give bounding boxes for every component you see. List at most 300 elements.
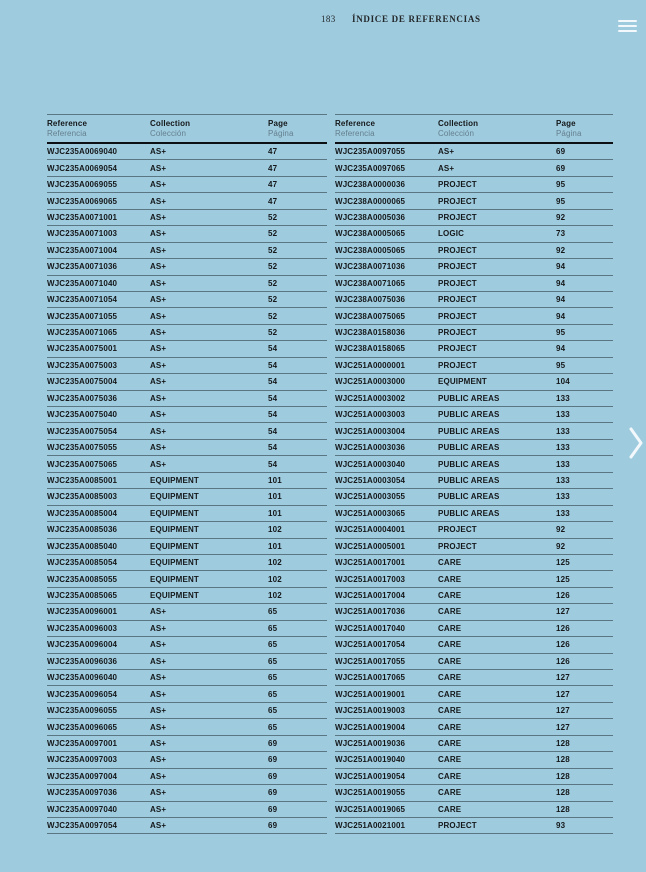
reference-cell: WJC251A0017065 [335,673,406,683]
reference-cell: WJC235A0085040 [47,541,118,551]
page-cell: 133 [556,426,570,436]
page-cell: 95 [556,360,566,370]
page-cell: 126 [556,640,570,650]
reference-cell: WJC235A0075036 [47,393,118,403]
table-row [335,391,613,407]
reference-cell: WJC235A0097001 [47,738,118,748]
table-row [335,440,613,456]
reference-cell: WJC238A0071036 [335,262,406,272]
table-row [47,308,327,324]
collection-cell: PUBLIC AREAS [438,508,500,518]
page-cell: 92 [556,245,566,255]
collection-cell: AS+ [150,377,167,387]
table-row [335,423,613,439]
page-cell: 65 [268,640,278,650]
reference-cell: WJC251A0003040 [335,459,406,469]
collection-cell: PROJECT [438,196,477,206]
table-row [335,604,613,620]
reference-cell: WJC235A0085003 [47,492,118,502]
reference-cell: WJC251A0005001 [335,541,406,551]
table-row [47,391,327,407]
collection-cell: CARE [438,574,462,584]
page-cell: 52 [268,212,278,222]
page-cell: 125 [556,574,570,584]
table-row [335,456,613,472]
page-cell: 54 [268,393,278,403]
page-cell: 126 [556,656,570,666]
reference-cell: WJC251A0021001 [335,821,406,831]
collection-cell: PROJECT [438,525,477,535]
table-row [47,177,327,193]
column-label-collection-en: Collection [150,119,191,128]
table-row [47,637,327,653]
collection-cell: CARE [438,706,462,716]
reference-table-right [335,114,613,834]
page-cell: 126 [556,591,570,601]
reference-cell: WJC251A0003000 [335,377,406,387]
collection-cell: AS+ [150,804,167,814]
reference-cell: WJC251A0017004 [335,591,406,601]
table-row [335,489,613,505]
table-row [47,210,327,226]
collection-cell: AS+ [438,147,455,157]
collection-cell: PROJECT [438,295,477,305]
table-row [335,473,613,489]
reference-cell: WJC235A0096036 [47,656,118,666]
reference-cell: WJC235A0071040 [47,278,118,288]
collection-cell: PROJECT [438,180,477,190]
table-row [47,621,327,637]
reference-cell: WJC235A0097036 [47,788,118,798]
reference-cell: WJC251A0004001 [335,525,406,535]
table-row [335,703,613,719]
collection-cell: EQUIPMENT [438,377,487,387]
table-row [335,358,613,374]
reference-cell: WJC251A0003036 [335,443,406,453]
table-header [335,114,613,144]
page-cell: 101 [268,541,282,551]
reference-cell: WJC235A0097040 [47,804,118,814]
page-cell: 54 [268,443,278,453]
collection-cell: AS+ [150,262,167,272]
table-row [47,736,327,752]
column-header-page [268,119,327,138]
table-row [335,243,613,259]
collection-cell: AS+ [150,738,167,748]
reference-cell: WJC251A0019003 [335,706,406,716]
page-number: 183 [321,14,336,24]
collection-cell: AS+ [150,673,167,683]
reference-cell: WJC235A0085001 [47,475,118,485]
table-row [47,506,327,522]
collection-cell: AS+ [150,344,167,354]
page-cell: 65 [268,623,278,633]
collection-cell: AS+ [150,706,167,716]
reference-cell: WJC235A0085065 [47,591,118,601]
collection-cell: EQUIPMENT [150,558,199,568]
reference-cell: WJC235A0075001 [47,344,118,354]
reference-cell: WJC251A0017036 [335,607,406,617]
collection-cell: PUBLIC AREAS [438,393,500,403]
page-cell: 65 [268,673,278,683]
table-row [47,818,327,834]
page-cell: 94 [556,262,566,272]
table-row [47,654,327,670]
page-cell: 95 [556,180,566,190]
reference-cell: WJC235A0075065 [47,459,118,469]
collection-cell: AS+ [150,147,167,157]
table-row [335,407,613,423]
collection-cell: AS+ [150,443,167,453]
page-cell: 92 [556,525,566,535]
page-cell: 127 [556,706,570,716]
collection-cell: EQUIPMENT [150,492,199,502]
page-cell: 92 [556,212,566,222]
page-cell: 102 [268,525,282,535]
page-cell: 104 [556,377,570,387]
collection-cell: CARE [438,771,462,781]
collection-cell: AS+ [150,689,167,699]
table-body-right [335,144,613,834]
page-cell: 69 [268,821,278,831]
page-cell: 94 [556,311,566,321]
reference-cell: WJC235A0085054 [47,558,118,568]
reference-cell: WJC235A0097003 [47,755,118,765]
table-row [335,571,613,587]
table-row [335,506,613,522]
collection-cell: PROJECT [438,212,477,222]
table-row [335,769,613,785]
collection-cell: CARE [438,755,462,765]
page-cell: 133 [556,443,570,453]
collection-cell: AS+ [150,426,167,436]
page-title: ÍNDICE DE REFERENCIAS [352,14,481,24]
reference-cell: WJC238A0075036 [335,295,406,305]
table-row [47,325,327,341]
page-cell: 93 [556,821,566,831]
page-cell: 127 [556,607,570,617]
next-page-button[interactable] [624,420,646,466]
reference-cell: WJC251A0003055 [335,492,406,502]
table-row [47,259,327,275]
reference-cell: WJC235A0071065 [47,328,118,338]
collection-cell: EQUIPMENT [150,525,199,535]
table-row [335,555,613,571]
collection-cell: AS+ [150,640,167,650]
column-header-collection [150,119,268,138]
page-cell: 133 [556,492,570,502]
page-cell: 54 [268,426,278,436]
table-row [47,703,327,719]
table-row [47,588,327,604]
table-row [335,785,613,801]
reference-cell: WJC251A0019040 [335,755,406,765]
page-cell: 65 [268,689,278,699]
column-label-reference-en: Reference [47,119,88,128]
reference-cell: WJC251A0019004 [335,722,406,732]
reference-cell: WJC251A0017040 [335,623,406,633]
reference-cell: WJC251A0017054 [335,640,406,650]
reference-table-left [47,114,327,834]
table-row [335,670,613,686]
column-label-reference-es: Referencia [335,128,375,138]
page-cell: 101 [268,508,282,518]
table-row [47,341,327,357]
column-header-collection [438,119,556,138]
page-cell: 69 [556,163,566,173]
table-row [47,686,327,702]
page-cell: 102 [268,558,282,568]
collection-cell: AS+ [150,196,167,206]
page-cell: 47 [268,196,278,206]
reference-cell: WJC235A0071054 [47,295,118,305]
table-header [47,114,327,144]
reference-cell: WJC238A0158065 [335,344,406,354]
table-row [47,456,327,472]
collection-cell: AS+ [150,410,167,420]
page-cell: 69 [268,771,278,781]
collection-cell: AS+ [438,163,455,173]
collection-cell: CARE [438,788,462,798]
page-cell: 133 [556,475,570,485]
page-cell: 73 [556,229,566,239]
page-cell: 94 [556,344,566,354]
collection-cell: AS+ [150,755,167,765]
page-cell: 94 [556,278,566,288]
page-cell: 52 [268,262,278,272]
table-row [47,276,327,292]
reference-cell: WJC235A0075054 [47,426,118,436]
collection-cell: AS+ [150,212,167,222]
page-cell: 95 [556,196,566,206]
table-row [47,539,327,555]
table-row [47,571,327,587]
table-row [47,374,327,390]
reference-cell: WJC235A0096003 [47,623,118,633]
page-cell: 52 [268,245,278,255]
column-label-collection-en: Collection [438,119,479,128]
page-cell: 127 [556,689,570,699]
collection-cell: AS+ [150,771,167,781]
page-cell: 133 [556,410,570,420]
page-cell: 54 [268,360,278,370]
reference-cell: WJC235A0069054 [47,163,118,173]
table-row [47,473,327,489]
collection-cell: PROJECT [438,278,477,288]
collection-cell: AS+ [150,722,167,732]
collection-cell: AS+ [150,623,167,633]
collection-cell: AS+ [150,163,167,173]
reference-cell: WJC251A0019054 [335,771,406,781]
reference-cell: WJC238A0158036 [335,328,406,338]
collection-cell: AS+ [150,360,167,370]
collection-cell: CARE [438,640,462,650]
reference-cell: WJC251A0019055 [335,788,406,798]
collection-cell: PUBLIC AREAS [438,459,500,469]
page-cell: 69 [268,804,278,814]
table-row [47,407,327,423]
collection-cell: AS+ [150,180,167,190]
collection-cell: PROJECT [438,311,477,321]
page-cell: 47 [268,147,278,157]
page-cell: 102 [268,574,282,584]
collection-cell: EQUIPMENT [150,508,199,518]
table-row [335,226,613,242]
page-cell: 126 [556,623,570,633]
table-row [47,752,327,768]
table-row [47,226,327,242]
reference-cell: WJC235A0071001 [47,212,118,222]
page-cell: 65 [268,607,278,617]
column-label-page-es: Página [268,128,294,138]
column-header-page [556,119,613,138]
reference-cell: WJC235A0085004 [47,508,118,518]
page-cell: 133 [556,393,570,403]
reference-cell: WJC238A0005065 [335,245,406,255]
column-label-page-en: Page [268,119,288,128]
table-row [335,160,613,176]
collection-cell: PROJECT [438,360,477,370]
table-row [335,374,613,390]
table-row [335,752,613,768]
page-cell: 54 [268,410,278,420]
page-cell: 65 [268,656,278,666]
reference-cell: WJC235A0071004 [47,245,118,255]
collection-cell: CARE [438,591,462,601]
collection-cell: PROJECT [438,344,477,354]
reference-cell: WJC235A0085036 [47,525,118,535]
collection-cell: PROJECT [438,328,477,338]
table-row [335,621,613,637]
collection-cell: EQUIPMENT [150,475,199,485]
column-label-page-es: Página [556,128,582,138]
page-cell: 128 [556,755,570,765]
collection-cell: LOGIC [438,229,465,239]
column-label-reference-en: Reference [335,119,376,128]
page-cell: 128 [556,804,570,814]
collection-cell: EQUIPMENT [150,541,199,551]
reference-cell: WJC238A0005065 [335,229,406,239]
reference-cell: WJC235A0075004 [47,377,118,387]
collection-cell: AS+ [150,821,167,831]
page-cell: 52 [268,229,278,239]
page-cell: 47 [268,163,278,173]
table-row [47,522,327,538]
page-cell: 47 [268,180,278,190]
table-row [47,719,327,735]
reference-cell: WJC235A0097004 [47,771,118,781]
reference-cell: WJC251A0017001 [335,558,406,568]
table-row [335,736,613,752]
reference-cell: WJC251A0003002 [335,393,406,403]
reference-cell: WJC235A0096065 [47,722,118,732]
page-cell: 133 [556,508,570,518]
reference-cell: WJC235A0097055 [335,147,406,157]
reference-cell: WJC235A0096040 [47,673,118,683]
table-row [47,160,327,176]
column-header-reference [47,119,150,138]
collection-cell: EQUIPMENT [150,574,199,584]
collection-cell: AS+ [150,788,167,798]
table-row [47,358,327,374]
page-cell: 52 [268,328,278,338]
column-label-page-en: Page [556,119,576,128]
page-cell: 69 [268,738,278,748]
table-row [335,276,613,292]
collection-cell: PUBLIC AREAS [438,443,500,453]
collection-cell: AS+ [150,245,167,255]
reference-cell: WJC238A0075065 [335,311,406,321]
table-row [335,522,613,538]
page-cell: 127 [556,673,570,683]
reference-cell: WJC235A0085055 [47,574,118,584]
table-row [47,802,327,818]
table-row [47,555,327,571]
reference-cell: WJC238A0000036 [335,180,406,190]
table-row [335,325,613,341]
collection-cell: AS+ [150,295,167,305]
page-cell: 69 [556,147,566,157]
reference-cell: WJC238A0071065 [335,278,406,288]
reference-cell: WJC251A0017003 [335,574,406,584]
reference-cell: WJC251A0003065 [335,508,406,518]
collection-cell: AS+ [150,656,167,666]
table-row [335,341,613,357]
collection-cell: AS+ [150,393,167,403]
collection-cell: AS+ [150,311,167,321]
page-cell: 128 [556,771,570,781]
collection-cell: AS+ [150,278,167,288]
hamburger-menu-icon [618,20,637,33]
collection-cell: CARE [438,804,462,814]
page-cell: 101 [268,492,282,502]
collection-cell: PROJECT [438,541,477,551]
table-row [335,193,613,209]
table-row [47,785,327,801]
collection-cell: CARE [438,722,462,732]
reference-cell: WJC251A0003054 [335,475,406,485]
reference-cell: WJC251A0019036 [335,738,406,748]
reference-cell: WJC251A0003004 [335,426,406,436]
reference-cell: WJC251A0019001 [335,689,406,699]
collection-cell: CARE [438,738,462,748]
column-label-collection-es: Colección [438,128,475,138]
page-cell: 52 [268,278,278,288]
table-row [335,719,613,735]
table-row [47,440,327,456]
table-row [335,539,613,555]
collection-cell: PROJECT [438,245,477,255]
reference-cell: WJC235A0071003 [47,229,118,239]
collection-cell: PROJECT [438,262,477,272]
reference-cell: WJC235A0069055 [47,180,118,190]
table-row [47,144,327,160]
page-cell: 52 [268,295,278,305]
menu-button[interactable] [614,16,640,36]
table-body-left [47,144,327,834]
collection-cell: CARE [438,558,462,568]
table-row [47,489,327,505]
reference-cell: WJC235A0071055 [47,311,118,321]
chevron-right-icon [628,426,644,460]
column-header-reference [335,119,438,138]
reference-cell: WJC235A0097054 [47,821,118,831]
reference-cell: WJC235A0075040 [47,410,118,420]
collection-cell: AS+ [150,607,167,617]
page-cell: 65 [268,722,278,732]
table-row [47,243,327,259]
table-row [335,210,613,226]
